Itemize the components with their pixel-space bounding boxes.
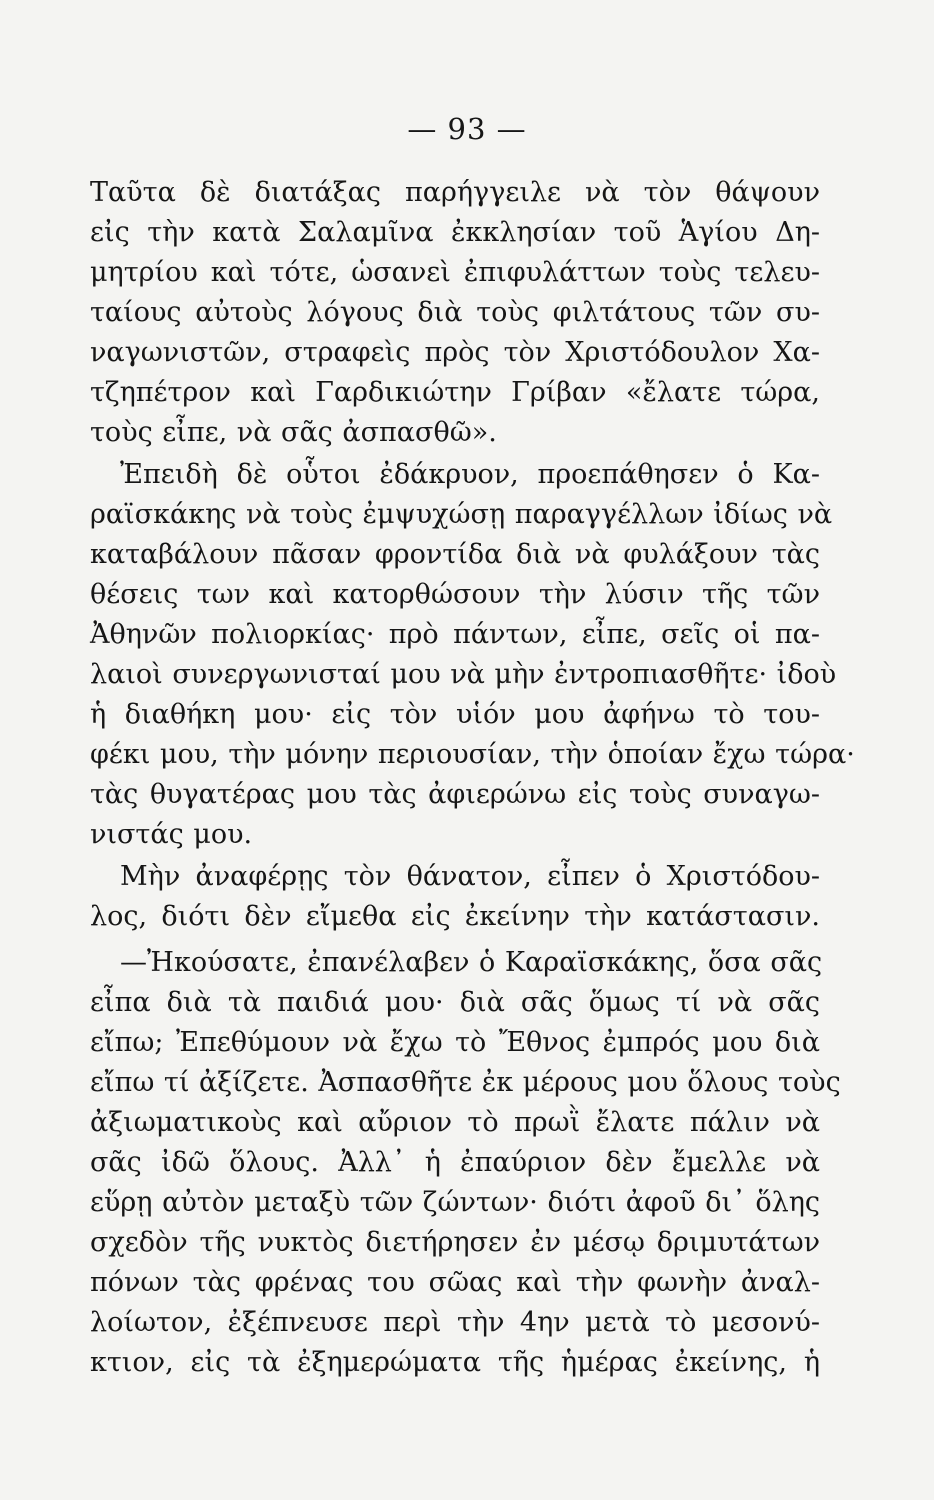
text-line: εἰς τὴν κατὰ Σαλαμῖνα ἐκκλησίαν τοῦ Ἁγίου Δη- [90,217,820,248]
text-line: μητρίου καὶ τότε, ὡσανεὶ ἐπιφυλάττων τοὺς τελευ- [90,257,820,288]
text-line: λαιοὶ συνεργωνισταί μου νὰ μὴν ἐντροπιασθῆτε· ἰδοὺ [90,659,837,690]
text-line: τοὺς εἶπε, νὰ σᾶς ἀσπασθῶ». [90,417,497,448]
text-line: Ἀθηνῶν πολιορκίας· πρὸ πάντων, εἶπε, σεῖς οἱ πα- [90,619,820,650]
text-line: πόνων τὰς φρένας του σῶας καὶ τὴν φωνὴν ἀναλ- [90,1267,820,1298]
text-line: θέσεις των καὶ κατορθώσουν τὴν λύσιν τῆς τῶν [90,579,820,610]
text-line: τὰς θυγατέρας μου τὰς ἀφιερώνω εἰς τοὺς συναγω- [90,779,820,810]
text-line: φέκι μου, τὴν μόνην περιουσίαν, τὴν ὁποίαν ἔχω τώρα· [90,739,855,770]
text-line: εὕρῃ αὐτὸν μεταξὺ τῶν ζώντων· διότι ἀφοῦ δι᾽ ὅλης [90,1187,820,1218]
page-number: — 93 — [407,112,527,146]
text-line: νιστάς μου. [90,819,253,850]
text-line: Ταῦτα δὲ διατάξας παρήγγειλε νὰ τὸν θάψουν [90,177,820,208]
text-line: ραϊσκάκης νὰ τοὺς ἐμψυχώσῃ παραγγέλλων ἰδίως νὰ [90,499,833,530]
text-line: λοίωτον, ἐξέπνευσε περὶ τὴν 4ην μετὰ τὸ μεσονύ- [90,1307,820,1338]
text-line: ναγωνιστῶν, στραφεὶς πρὸς τὸν Χριστόδουλον Χα- [90,337,820,368]
text-line: εἴπω; Ἐπεθύμουν νὰ ἔχω τὸ Ἔθνος ἐμπρός μου διὰ [90,1027,820,1058]
text-line: εἴπω τί ἀξίζετε. Ἀσπασθῆτε ἐκ μέρους μου ὅλους τοὺς [90,1067,841,1098]
text-line: λος, διότι δὲν εἴμεθα εἰς ἐκείνην τὴν κατάστασιν. [90,901,820,932]
text-line: Ἐπειδὴ δὲ οὗτοι ἐδάκρυον, προεπάθησεν ὁ Κα- [120,459,820,490]
text-line: εἶπα διὰ τὰ παιδιά μου· διὰ σᾶς ὅμως τί νὰ σᾶς [90,987,820,1018]
text-line: σχεδὸν τῆς νυκτὸς διετήρησεν ἐν μέσῳ δριμυτάτων [90,1227,820,1258]
text-line: ταίους αὐτοὺς λόγους διὰ τοὺς φιλτάτους τῶν συ- [90,297,820,328]
text-line: κτιον, εἰς τὰ ἐξημερώματα τῆς ἡμέρας ἐκείνης, ἡ [90,1347,820,1378]
text-line: ἀξιωματικοὺς καὶ αὔριον τὸ πρωῒ ἔλατε πάλιν νὰ [90,1107,820,1138]
text-line: Μὴν ἀναφέρῃς τὸν θάνατον, εἶπεν ὁ Χριστόδου- [120,861,820,892]
text-line: τζηπέτρον καὶ Γαρδικιώτην Γρίβαν «ἔλατε τώρα, [90,377,820,408]
text-line: καταβάλουν πᾶσαν φροντίδα διὰ νὰ φυλάξουν τὰς [90,539,820,570]
text-line: —Ἠκούσατε, ἐπανέλαβεν ὁ Καραϊσκάκης, ὅσα σᾶς [120,947,823,978]
text-line: ἡ διαθήκη μου· εἰς τὸν υἱόν μου ἀφήνω τὸ του- [90,699,820,730]
text-line: σᾶς ἰδῶ ὅλους. Ἀλλ᾽ ἡ ἐπαύριον δὲν ἔμελλε νὰ [90,1147,820,1178]
